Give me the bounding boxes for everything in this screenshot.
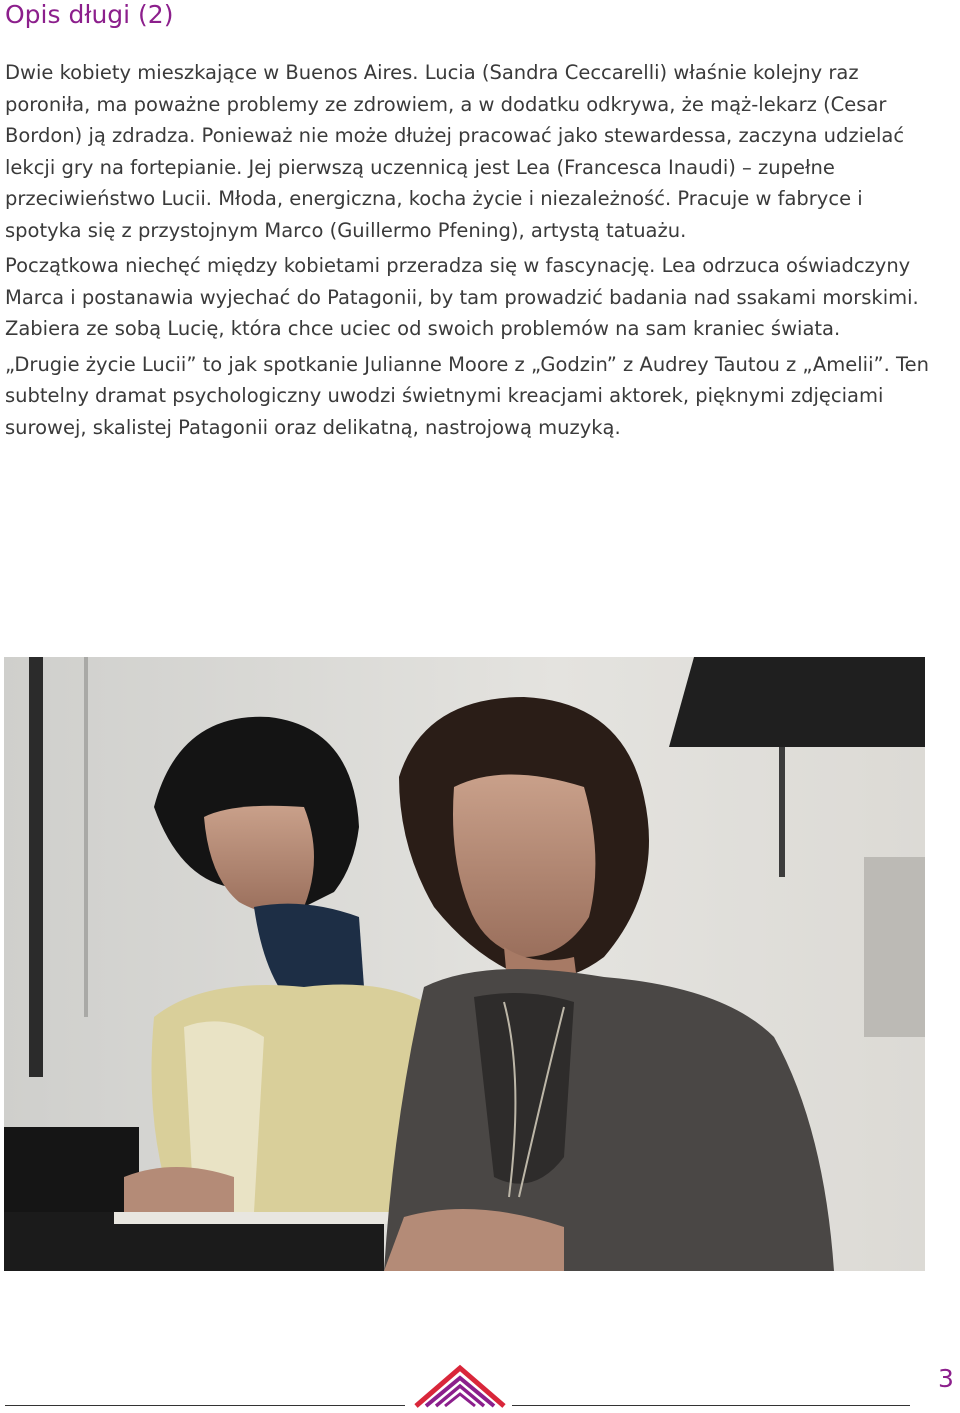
film-still-photo xyxy=(4,657,925,1271)
footer-rule-left xyxy=(5,1405,405,1406)
paragraph-plot: Dwie kobiety mieszkające w Buenos Aires. Lucia (Sandra Ceccarelli) właśnie kolejny raz poroniła, ma poważne problemy ze zdrowiem, a w dodatku odkrywa, że mąż-lekarz (Cesar Bordon) ją zdradza. Ponieważ nie może dłużej pracować jako stewardessa, zaczyna udzielać lekcji gry na fortepianie. Jej pierwszą uczennicą jest Lea (Francesca Inaudi) – zupełne przeciwieństwo Lucii. Młoda, energiczna, kocha życie i niezależność. Pracuje w fabryce i spotyka się z przystojnym Marco (Guillermo Pfening), artystą tatuażu. xyxy=(5,61,905,242)
page-title: Opis długi (2) xyxy=(5,0,174,29)
paragraph-review: „Drugie życie Lucii” to jak spotkanie Julianne Moore z „Godzin” z Audrey Tautou z „Amelii”. Ten subtelny dramat psychologiczny uwodzi świetnymi kreacjami aktorek, pięknymi zdjęciami surowej, skalistej Patagonii oraz delikatną, nastrojową muzyką. xyxy=(5,352,929,439)
paragraph-journey: Początkowa niechęć między kobietami przeradza się w fascynację. Lea odrzuca oświadczyny Marca i postanawia wyjechać do Patagonii, by tam prowadzić badania nad ssakami morskimi. Zabiera ze sobą Lucię, która chce uciec od swoich problemów na sam kraniec świata. xyxy=(5,254,919,340)
footer-rule-right xyxy=(512,1405,910,1406)
publisher-logo-icon xyxy=(412,1364,508,1408)
description-body xyxy=(5,57,945,447)
page-number: 3 xyxy=(938,1364,954,1393)
